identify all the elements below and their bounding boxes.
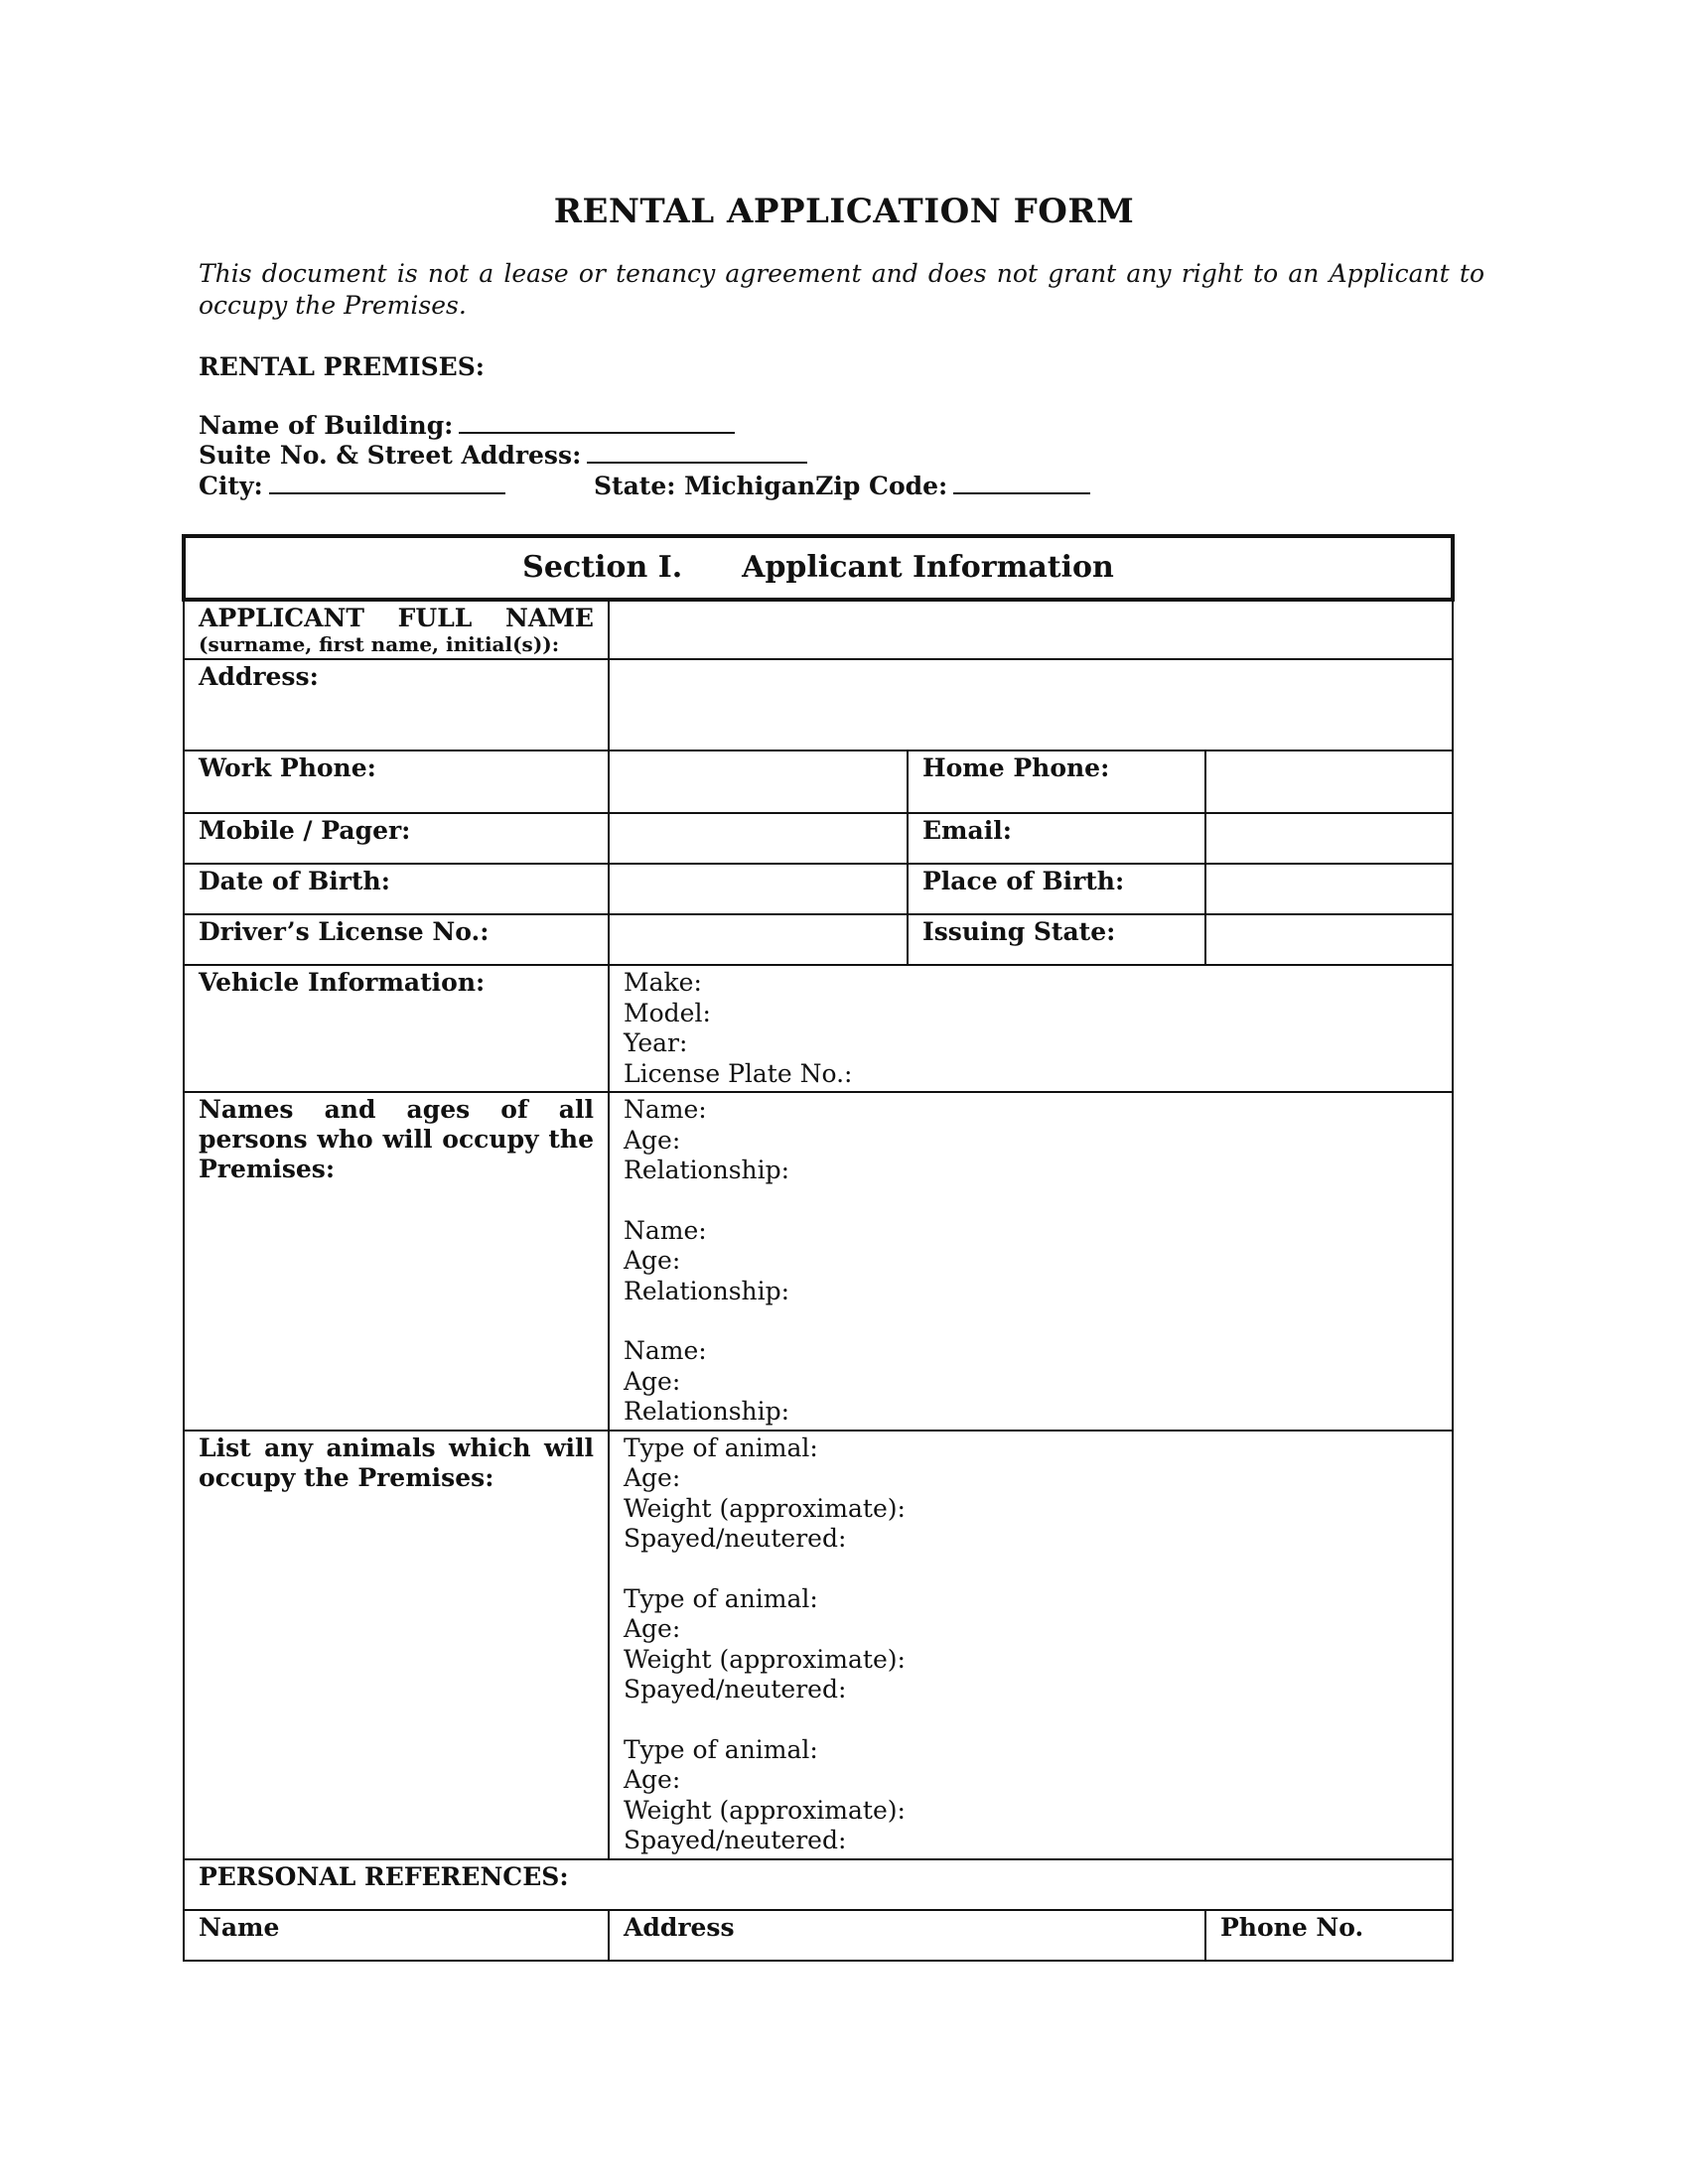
address-label: Address: xyxy=(184,659,609,751)
occupant-relationship-label: Relationship: xyxy=(624,1156,790,1184)
occupant-age-label: Age: xyxy=(624,1125,681,1155)
date-of-birth-field[interactable] xyxy=(609,864,908,914)
applicant-information-table xyxy=(182,534,1455,1962)
work-phone-field[interactable] xyxy=(609,751,908,813)
address-field[interactable] xyxy=(609,659,1453,751)
zip-code-field[interactable] xyxy=(953,471,1090,494)
vehicle-information-field[interactable] xyxy=(609,965,1453,1092)
animal-weight-label: Weight (approximate): xyxy=(624,1644,906,1674)
occupants-field[interactable] xyxy=(609,1092,1453,1431)
full-name-sublabel: (surname, first name, initial(s)): xyxy=(199,632,560,656)
personal-references-heading: PERSONAL REFERENCES: xyxy=(184,1859,1453,1910)
occupant-age-label: Age: xyxy=(624,1246,681,1275)
place-of-birth-field[interactable] xyxy=(1205,864,1453,914)
full-name-field[interactable] xyxy=(609,600,1453,659)
section-number: Section I. xyxy=(522,550,683,585)
animal-age-label: Age: xyxy=(624,1765,681,1794)
form-title: RENTAL APPLICATION FORM xyxy=(553,192,1135,231)
occupant-relationship-label: Relationship: xyxy=(624,1276,790,1305)
occupant-name-label: Name: xyxy=(624,1095,707,1124)
vehicle-model-label: Model: xyxy=(624,998,711,1027)
animal-type-label: Type of animal: xyxy=(624,1583,818,1613)
date-of-birth-label: Date of Birth: xyxy=(184,864,609,914)
full-name-label: APPLICANT FULL NAME xyxy=(199,604,594,632)
vehicle-year-label: Year: xyxy=(624,1028,688,1057)
place-of-birth-label: Place of Birth: xyxy=(908,864,1205,914)
drivers-license-label: Driver’s License No.: xyxy=(184,914,609,965)
animal-spayed-label: Spayed/neutered: xyxy=(624,1675,847,1704)
animals-field[interactable] xyxy=(609,1431,1453,1859)
disclaimer-text: This document is not a lease or tenancy agreement and does not grant any right to an Applicant to occupy the Premises. xyxy=(199,259,1484,320)
occupant-name-label: Name: xyxy=(624,1336,707,1365)
rental-premises-heading: RENTAL PREMISES: xyxy=(199,352,485,381)
vehicle-plate-label: License Plate No.: xyxy=(624,1058,853,1088)
animal-type-label: Type of animal: xyxy=(624,1734,818,1764)
occupant-relationship-label: Relationship: xyxy=(624,1397,790,1426)
animal-spayed-label: Spayed/neutered: xyxy=(624,1524,847,1553)
email-label: Email: xyxy=(908,813,1205,864)
mobile-pager-field[interactable] xyxy=(609,813,908,864)
animal-weight-label: Weight (approximate): xyxy=(624,1493,906,1523)
issuing-state-field[interactable] xyxy=(1205,914,1453,965)
reference-address-header: Address xyxy=(609,1910,1205,1961)
state-label: State: Michigan xyxy=(594,472,816,500)
full-name-label-cell xyxy=(184,600,609,659)
street-address-line xyxy=(199,440,807,470)
home-phone-label: Home Phone: xyxy=(908,751,1205,813)
occupant-age-label: Age: xyxy=(624,1366,681,1396)
work-phone-label: Work Phone: xyxy=(184,751,609,813)
issuing-state-label: Issuing State: xyxy=(908,914,1205,965)
city-line xyxy=(199,471,505,500)
reference-phone-header: Phone No. xyxy=(1205,1910,1453,1961)
animal-type-label: Type of animal: xyxy=(624,1433,818,1462)
building-name-line xyxy=(199,410,735,440)
occupants-label: Names and ages of all persons who will occupy the Premises: xyxy=(184,1092,609,1431)
home-phone-field[interactable] xyxy=(1205,751,1453,813)
street-address-label: Suite No. & Street Address: xyxy=(199,441,582,470)
vehicle-make-label: Make: xyxy=(624,968,702,997)
street-address-field[interactable] xyxy=(587,440,807,464)
vehicle-information-label: Vehicle Information: xyxy=(184,965,609,1092)
section-header xyxy=(184,536,1453,600)
animals-label: List any animals which will occupy the Premises: xyxy=(184,1431,609,1859)
animal-spayed-label: Spayed/neutered: xyxy=(624,1826,847,1854)
animal-weight-label: Weight (approximate): xyxy=(624,1795,906,1825)
state-zip-line xyxy=(594,471,1090,500)
email-field[interactable] xyxy=(1205,813,1453,864)
zip-code-label: Zip Code: xyxy=(815,472,948,500)
animal-age-label: Age: xyxy=(624,1463,681,1492)
occupant-name-label: Name: xyxy=(624,1215,707,1245)
reference-name-header: Name xyxy=(184,1910,609,1961)
city-label: City: xyxy=(199,472,263,500)
drivers-license-field[interactable] xyxy=(609,914,908,965)
building-name-field[interactable] xyxy=(459,410,735,434)
section-title: Applicant Information xyxy=(742,550,1114,585)
animal-age-label: Age: xyxy=(624,1614,681,1643)
city-field[interactable] xyxy=(269,471,505,494)
building-name-label: Name of Building: xyxy=(199,411,454,440)
mobile-pager-label: Mobile / Pager: xyxy=(184,813,609,864)
